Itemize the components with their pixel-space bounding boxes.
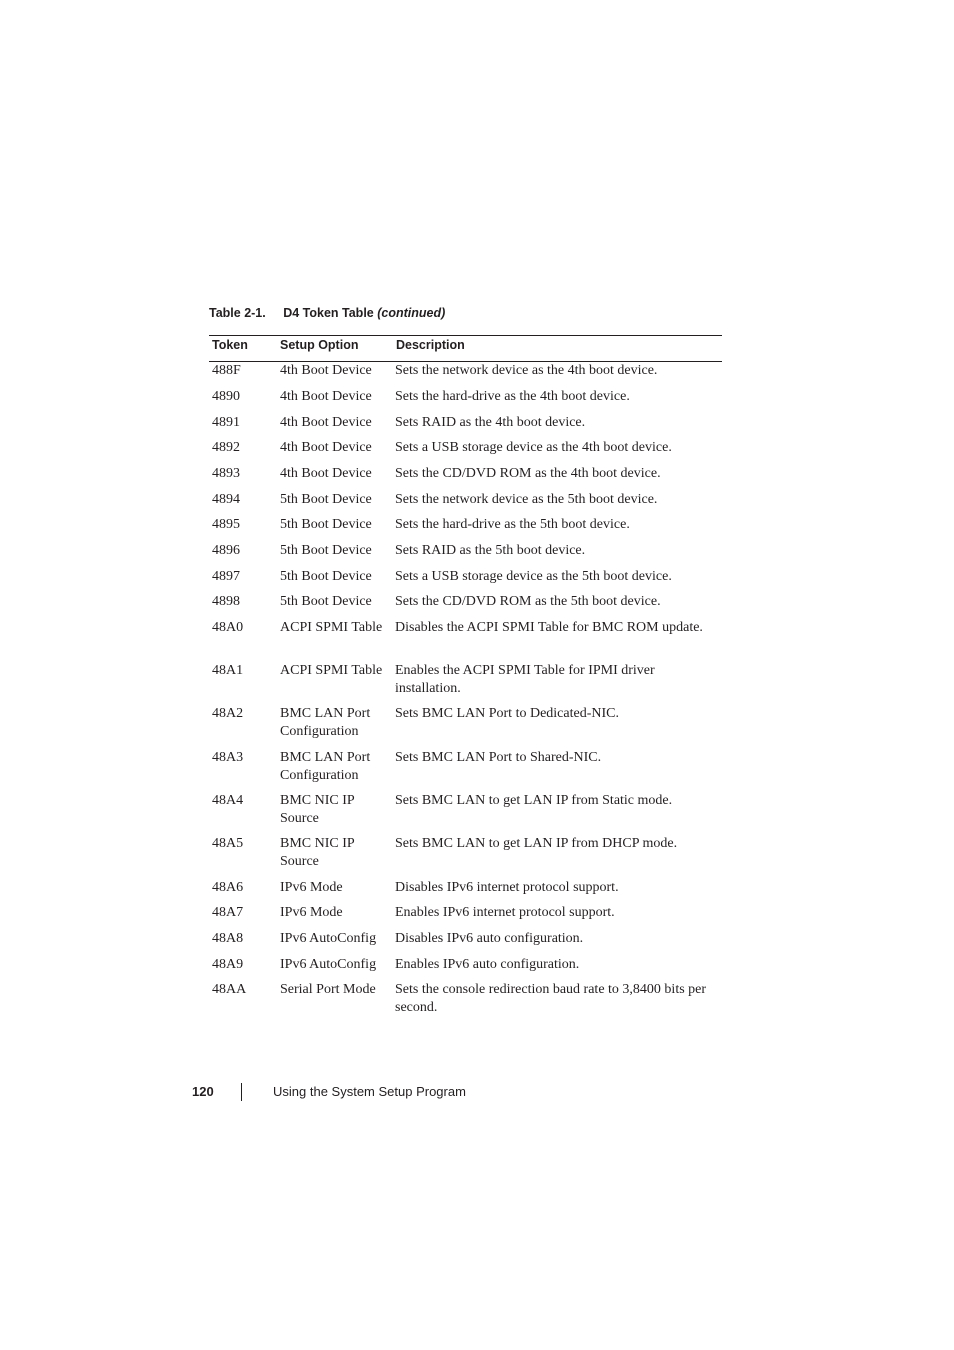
description-cell: Sets BMC LAN to get LAN IP from DHCP mode. [395,836,678,851]
description-cell: Enables the ACPI SPMI Table for IPMI driver installation. [395,663,655,696]
setup-option-cell: ACPI SPMI Table [280,620,383,635]
header-description: Description [396,338,465,352]
token-cell: 488F [212,363,241,378]
description-cell: Enables IPv6 auto configuration. [395,957,580,972]
setup-option-cell: 4th Boot Device [280,466,372,481]
footer-separator [241,1083,242,1101]
token-cell: 48A9 [212,957,244,972]
token-cell: 4895 [212,517,240,532]
token-cell: 4897 [212,569,240,584]
token-cell: 4894 [212,492,240,507]
token-cell: 48A4 [212,793,244,808]
table-caption-title: D4 Token Table [283,306,374,320]
description-cell: Sets the CD/DVD ROM as the 4th boot device. [395,466,661,481]
setup-option-cell: BMC NIC IP Source [280,793,355,826]
setup-option-cell: BMC LAN Port Configuration [280,706,371,739]
description-cell: Disables IPv6 auto configuration. [395,931,584,946]
setup-option-cell: IPv6 AutoConfig [280,957,377,972]
token-cell: 4896 [212,543,240,558]
setup-option-cell: 5th Boot Device [280,492,372,507]
description-cell: Sets the CD/DVD ROM as the 5th boot device. [395,594,661,609]
description-cell: Sets RAID as the 4th boot device. [395,415,586,430]
token-cell: 48A5 [212,836,244,851]
header-token: Token [212,338,248,352]
description-cell: Sets a USB storage device as the 4th boot device. [395,440,672,455]
description-cell: Sets the console redirection baud rate to 3,8400 bits per second. [395,982,707,1015]
description-cell: Sets the network device as the 4th boot device. [395,363,658,378]
token-cell: 4890 [212,389,240,404]
setup-option-cell: 5th Boot Device [280,594,372,609]
description-cell: Sets a USB storage device as the 5th boot device. [395,569,672,584]
table-top-rule [209,335,722,336]
setup-option-cell: 5th Boot Device [280,543,372,558]
description-cell: Sets RAID as the 5th boot device. [395,543,586,558]
token-cell: 48A6 [212,880,244,895]
description-cell: Disables IPv6 internet protocol support. [395,880,619,895]
token-cell: 48A1 [212,663,244,678]
setup-option-cell: ACPI SPMI Table [280,663,383,678]
token-cell: 4892 [212,440,240,455]
table-caption-continued: (continued) [377,306,446,320]
token-cell: 48AA [212,982,247,997]
setup-option-cell: BMC NIC IP Source [280,836,355,869]
description-cell: Sets the network device as the 5th boot device. [395,492,658,507]
setup-option-cell: 5th Boot Device [280,517,372,532]
token-cell: 48A7 [212,905,244,920]
setup-option-cell: BMC LAN Port Configuration [280,750,371,783]
description-cell: Sets BMC LAN Port to Dedicated-NIC. [395,706,619,721]
setup-option-cell: 5th Boot Device [280,569,372,584]
description-cell: Sets the hard-drive as the 5th boot device. [395,517,630,532]
header-setup-option: Setup Option [280,338,359,352]
setup-option-cell: IPv6 Mode [280,905,343,920]
setup-option-cell: 4th Boot Device [280,415,372,430]
token-cell: 48A2 [212,706,244,721]
description-cell: Disables the ACPI SPMI Table for BMC ROM update. [395,620,703,635]
token-cell: 4898 [212,594,240,609]
setup-option-cell: 4th Boot Device [280,389,372,404]
token-cell: 4891 [212,415,240,430]
token-cell: 48A3 [212,750,244,765]
description-cell: Enables IPv6 internet protocol support. [395,905,615,920]
setup-option-cell: IPv6 Mode [280,880,343,895]
footer-section-title: Using the System Setup Program [273,1084,466,1099]
token-cell: 48A0 [212,620,244,635]
setup-option-cell: Serial Port Mode [280,982,376,997]
table-caption-number: Table 2-1. [209,306,266,320]
setup-option-cell: 4th Boot Device [280,363,372,378]
page-number: 120 [192,1084,214,1099]
table-caption [209,306,445,320]
description-cell: Sets the hard-drive as the 4th boot device. [395,389,630,404]
description-cell: Sets BMC LAN to get LAN IP from Static mode. [395,793,673,808]
setup-option-cell: 4th Boot Device [280,440,372,455]
token-cell: 48A8 [212,931,244,946]
token-cell: 4893 [212,466,240,481]
description-cell: Sets BMC LAN Port to Shared-NIC. [395,750,602,765]
setup-option-cell: IPv6 AutoConfig [280,931,377,946]
